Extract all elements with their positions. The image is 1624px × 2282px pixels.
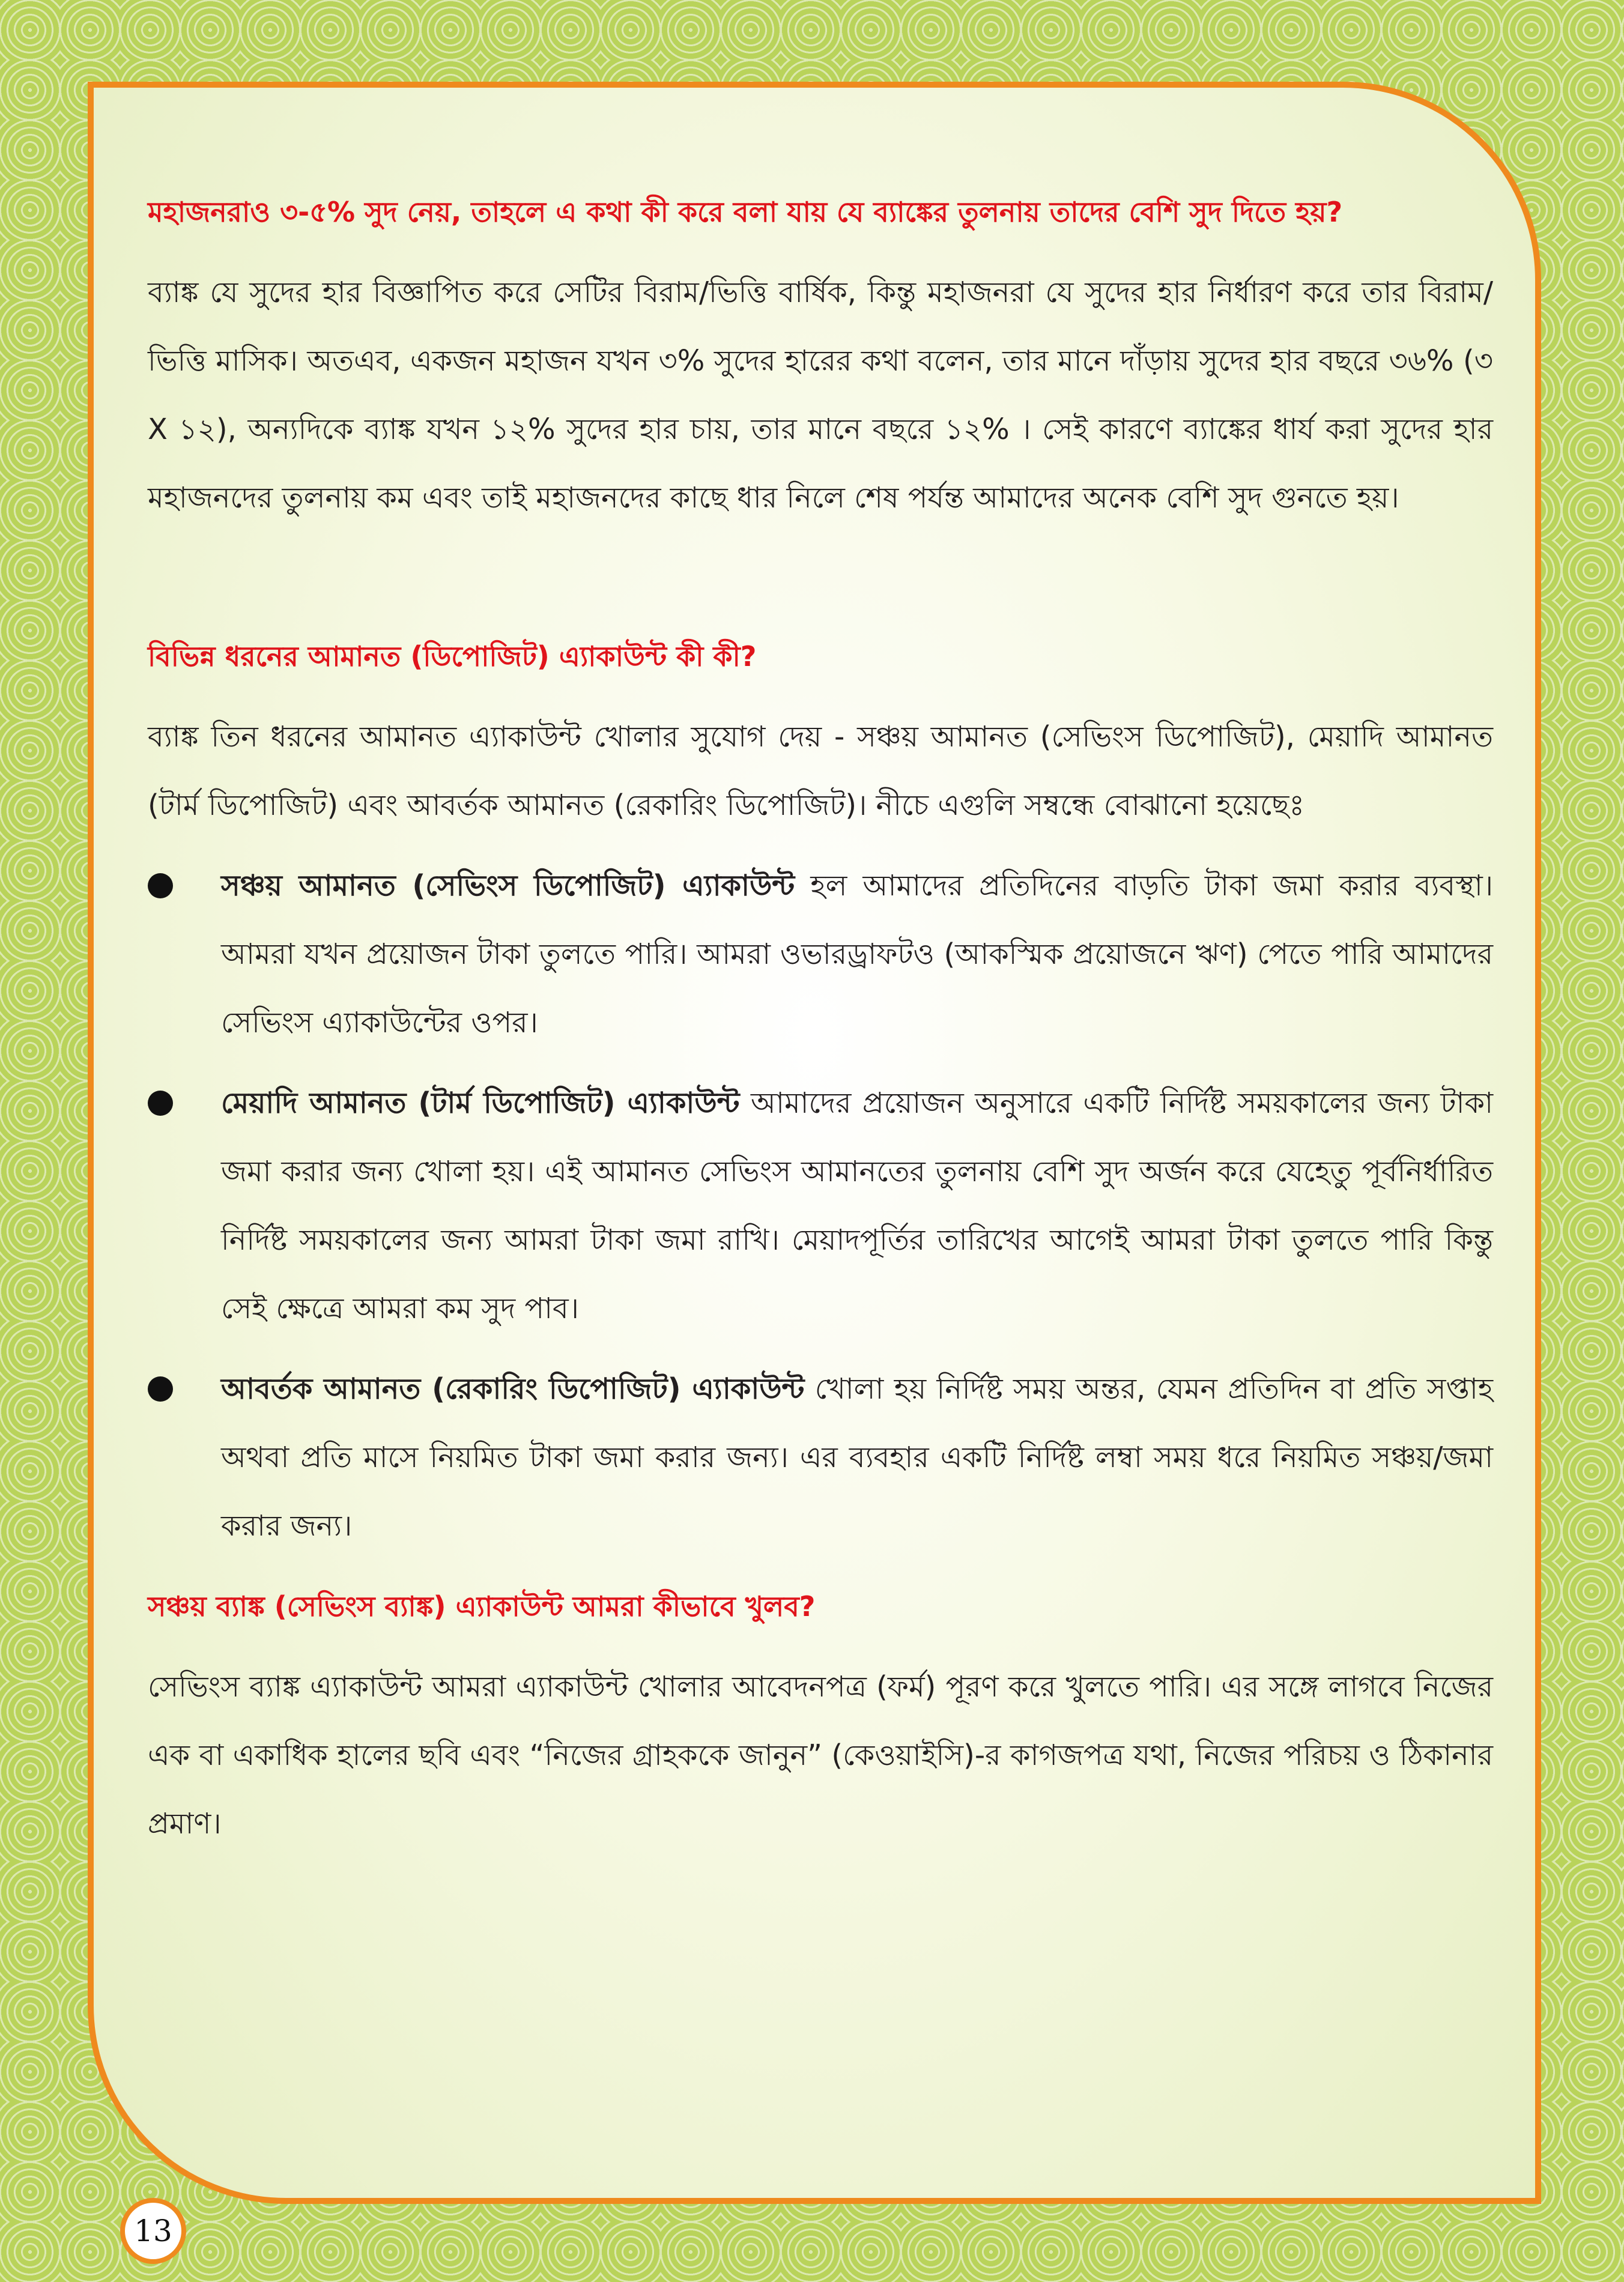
deposit-types-list — [148, 852, 1493, 1560]
list-item — [148, 1355, 1493, 1560]
bullet-icon — [148, 873, 173, 898]
bullet-icon — [148, 1376, 173, 1402]
page-number: 13 — [120, 2198, 186, 2264]
question-lender-interest: মহাজনরাও ৩-৫% সুদ নেয়, তাহলে এ কথা কী করে বলা যায় যে ব্যাঙ্কের তুলনায় তাদের বেশি সুদ দিতে হয়? — [148, 196, 1343, 228]
answer-lender-interest: ব্যাঙ্ক যে সুদের হার বিজ্ঞাপিত করে সেটির বিরাম/ভিত্তি বার্ষিক, কিন্তু মহাজনরা যে সুদের হার নির্ধারণ করে তার বিরাম/ভিত্তি মাসিক। অতএব, একজন মহাজন যখন ৩% সুদের হারের কথা বলেন, তার মানে দাঁড়ায় সুদের হার বছরে ৩৬% (৩ X ১২), অন্যদিকে ব্যাঙ্ক যখন ১২% সুদের হার চায়, তার মানে বছরে ১২% । সেই কারণে ব্যাঙ্কের ধার্য করা সুদের হার মহাজনদের তুলনায় কম এবং তাই মহাজনদের কাছে ধার নিলে শেষ পর্যন্ত আমাদের অনেক বেশি সুদ গুনতে হয়। — [148, 276, 1493, 515]
bullet-title: সঞ্চয় আমানত (সেভিংস ডিপোজিট) এ্যাকাউন্ট — [221, 869, 795, 903]
answer-open-savings: সেভিংস ব্যাঙ্ক এ্যাকাউন্ট আমরা এ্যাকাউন্ট খোলার আবেদনপত্র (ফর্ম) পূরণ করে খুলতে পারি। এর সঙ্গে লাগবে নিজের এক বা একাধিক হালের ছবি এবং “নিজের গ্রাহককে জানুন” (কেওয়াইসি)-র কাগজপত্র যথা, নিজের পরিচয় ও ঠিকানার প্রমাণ। — [148, 1670, 1493, 1841]
bullet-text: আমাদের প্রয়োজন অনুসারে একটি নির্দিষ্ট সময়কালের জন্য টাকা জমা করার জন্য খোলা হয়। এই আমানত সেভিংস আমানতের তুলনায় বেশি সুদ অর্জন করে যেহেতু পূর্বনির্ধারিত নির্দিষ্ট সময়কালের জন্য আমরা টাকা জমা রাখি। মেয়াদপূর্তির তারিখের আগেই আমরা টাকা তুলতে পারি কিন্তু সেই ক্ষেত্রে আমরা কম সুদ পাব। — [221, 1086, 1493, 1325]
bullet-icon — [148, 1091, 173, 1116]
question-deposit-types: বিভিন্ন ধরনের আমানত (ডিপোজিট) এ্যাকাউন্ট কী কী? — [148, 640, 757, 673]
list-item — [148, 1069, 1493, 1343]
bullet-title: মেয়াদি আমানত (টার্ম ডিপোজিট) এ্যাকাউন্ট — [221, 1086, 740, 1120]
deposit-types-intro: ব্যাঙ্ক তিন ধরনের আমানত এ্যাকাউন্ট খোলার সুযোগ দেয় - সঞ্চয় আমানত (সেভিংস ডিপোজিট), মেয়াদি আমানত (টার্ম ডিপোজিট) এবং আবর্তক আমানত (রেকারিং ডিপোজিট)। নীচে এগুলি সম্বন্ধে বোঝানো হয়েছেঃ — [148, 720, 1493, 822]
bullet-text: খোলা হয় নির্দিষ্ট সময় অন্তর, যেমন প্রতিদিন বা প্রতি সপ্তাহ অথবা প্রতি মাসে নিয়মিত টাকা জমা করার জন্য। এর ব্যবহার একটি নির্দিষ্ট লম্বা সময় ধরে নিয়মিত সঞ্চয়/জমা করার জন্য। — [221, 1372, 1494, 1543]
bullet-title: আবর্তক আমানত (রেকারিং ডিপোজিট) এ্যাকাউন্ট — [221, 1372, 805, 1406]
bullet-text: হল আমাদের প্রতিদিনের বাড়তি টাকা জমা করার ব্যবস্থা। আমরা যখন প্রয়োজন টাকা তুলতে পারি। আমরা ওভারড্রাফটও (আকস্মিক প্রয়োজনে ঋণ) পেতে পারি আমাদের সেভিংস এ্যাকাউন্টের ওপর। — [221, 869, 1493, 1040]
content-panel — [88, 82, 1541, 2204]
page-content — [148, 178, 1493, 1858]
list-item — [148, 852, 1493, 1057]
question-open-savings: সঞ্চয় ব্যাঙ্ক (সেভিংস ব্যাঙ্ক) এ্যাকাউন্ট আমরা কীভাবে খুলব? — [148, 1590, 816, 1623]
